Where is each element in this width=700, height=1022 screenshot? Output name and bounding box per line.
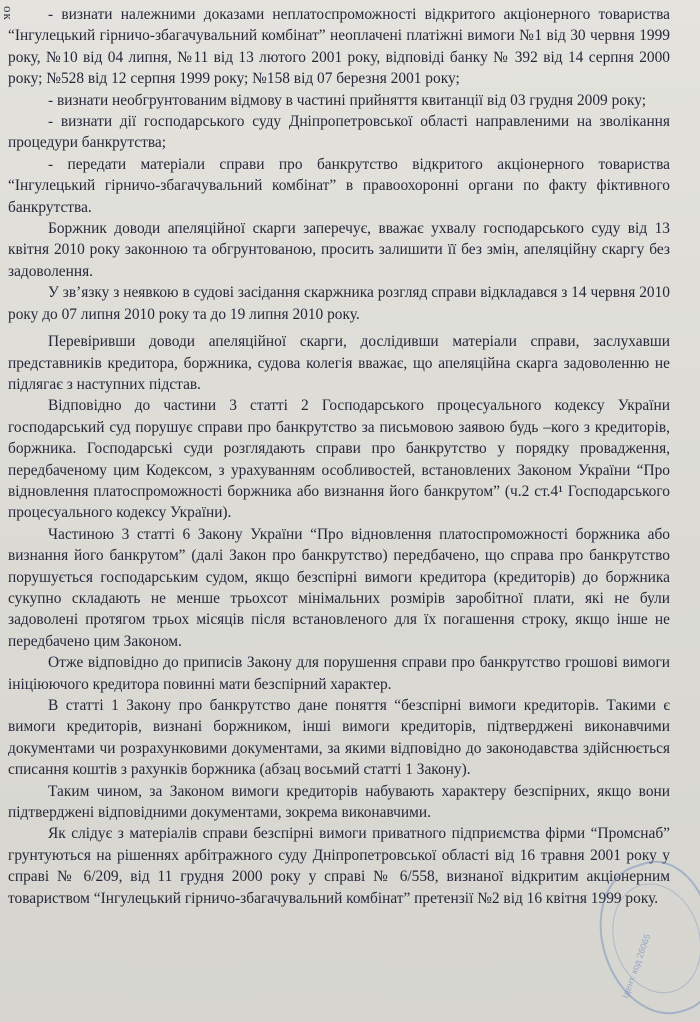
paragraph-5: Боржник доводи апеляційної скарги заперечує, вважає ухвалу господарського суду від 13 квітня 2010 року законною та обгрунтованою, просить залишити її без змін, апеляційну скаргу без задоволення.: [8, 220, 670, 280]
paragraph-7: Перевіривши доводи апеляційної скарги, дослідивши матеріали справи, заслухавши представників кредитора, боржника, судова колегія вважає, що апеляційна скарга задоволенню не підлягає з наступних підстав.: [8, 333, 670, 393]
document-text: [8, 4, 670, 909]
paragraph-3: - визнати дії господарського суду Дніпропетровської області направленими на зволікання процедури банкрутства;: [8, 113, 670, 152]
stamp-code-text: Ідент. код 26065: [620, 932, 653, 1000]
paragraph-9: Частиною 3 статті 6 Закону України “Про відновлення платоспроможності боржника або визнання його банкрутом” (далі Закон про банкрутство) передбачено, що справа про банкрутство порушується господарським судом, якщо безспірні вимоги кредитора (кредиторів) до боржника сукупно складають не менше трьохсот мінімальних розмірів заробітної плати, які не були задоволені протягом трьох місяців після встановленого для їх погашення строку, якщо інше не передбачено цим Законом.: [8, 525, 670, 650]
paragraph-6: У зв’язку з неявкою в судові засідання скаржника розгляд справи відкладався з 14 червня 2010 року до 07 липня 2010 року та до 19 липня 2010 року.: [8, 284, 670, 323]
paragraph-4: - передати матеріали справи про банкрутство відкритого акціонерного товариства “Інгулецький гірничо-збагачувальний комбінат” в правоохоронні органи по факту фіктивного банкрутства.: [8, 155, 670, 216]
paragraph-10: Отже відповідно до приписів Закону для порушення справи про банкрутство грошові вимоги ініціюючого кредитора повинні мати безспірний характер.: [8, 654, 670, 693]
paragraph-13: Як слідує з матеріалів справи безспірні вимоги приватного підприємства фірми “Промснаб” грунтуються на рішеннях арбітражного суду Дніпропетровської області від 16 травня 2001 року у справі № 6/209, від 11 грудня 2000 року у справі № 6/558, визнаної відкритим акціонерним товариством “Інгулецький гірничо-збагачувальний комбінат” претензії №2 від 16 квітня 1999 року.: [8, 825, 670, 907]
edge-mark: ок: [1, 6, 16, 21]
paragraph-1: - визнати належними доказами неплатоспроможності відкритого акціонерного товариства “Інгулецький гірничо-збагачувальний комбінат” неоплачені платіжні вимоги №1 від 30 червня 1999 року, №10 від 04 липня, №11 від 13 лютого 2001 року, відповіді банку № 392 від 14 серпня 2000 року; №528 від 12 серпня 1999 року; №158 від 07 березня 2001 року;: [8, 6, 670, 88]
paragraph-11: В статті 1 Закону про банкрутство дане поняття “безспірні вимоги кредиторів. Такими є вимоги кредиторів, визнані боржником, інші вимоги кредиторів, підтверджені виконавчими документами чи розрахунковими документами, за якими відповідно до законодавства здійснюється списання коштів з рахунків боржника (абзац восьмий статті 1 Закону).: [8, 697, 670, 779]
paragraph-2: - визнати необгрунтованим відмову в частині прийняття квитанції від 03 грудня 2009 року;: [48, 91, 646, 109]
paragraph-12: Таким чином, за Законом вимоги кредиторів набувають характеру безспірних, якщо вони підтверджені відповідними документами, зокрема виконавчими.: [8, 782, 670, 822]
paragraph-8: Відповідно до частини 3 статті 2 Господарського процесуального кодексу України господарський суд порушує справи про банкрутство за письмовою заявою будь –кого з кредиторів, боржника. Господарські суди розглядають справи про банкрутство у порядку провадження, передбаченому цим Кодексом, з урахуванням особливостей, встановлених Законом України “Про відновлення платоспроможності боржника або визнання його банкрутом” (ч.2 ст.4¹ Господарського процесуального кодексу України).: [8, 397, 670, 522]
